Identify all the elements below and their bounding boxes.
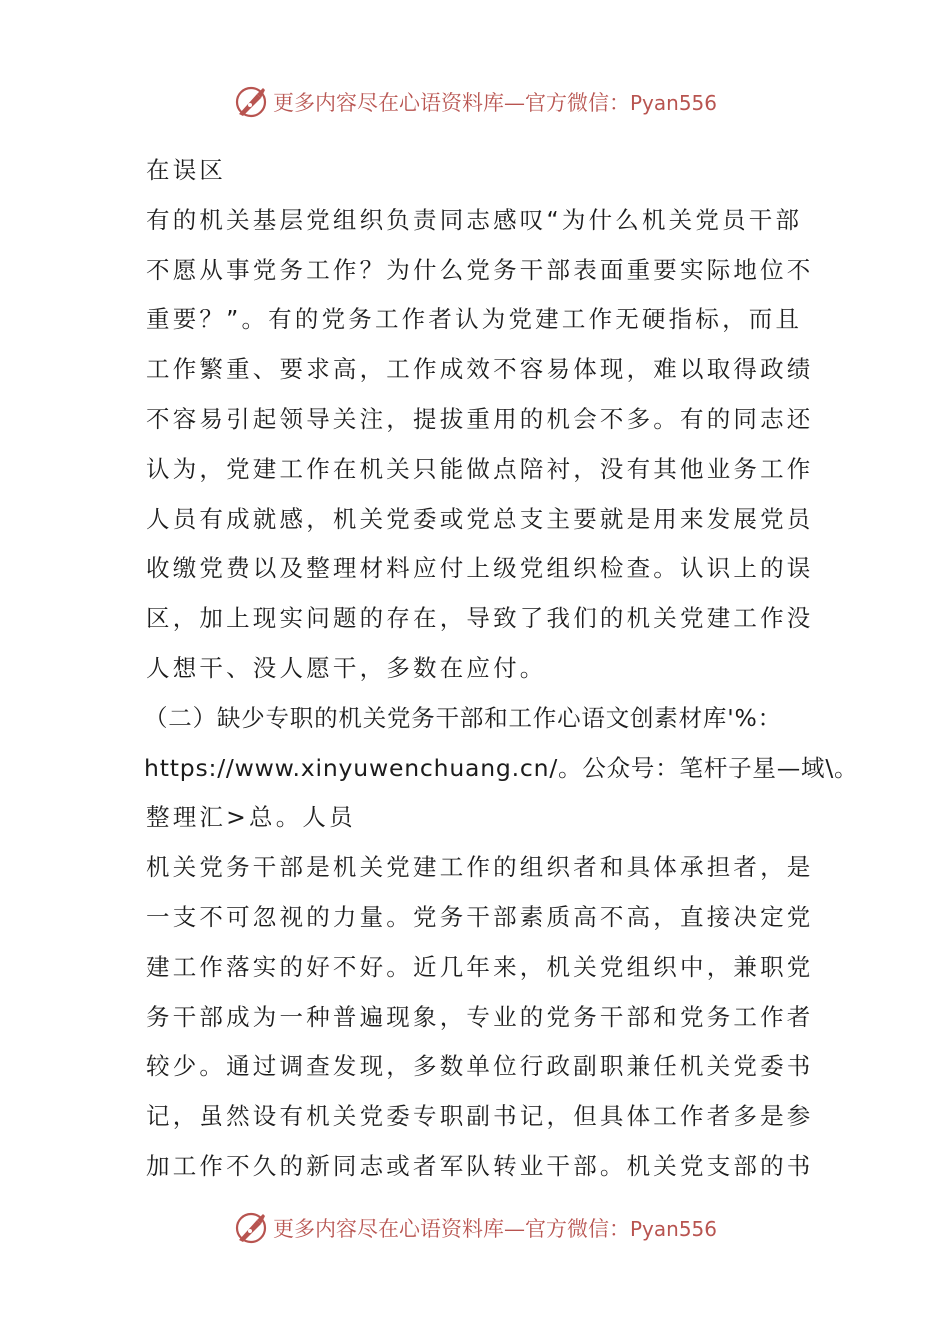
- body-line: 人员有成就感，机关党委或党总支主要就是用来发展党员: [146, 504, 814, 533]
- pen-nib-logo-icon: [233, 84, 269, 120]
- body-line: 人想干、没人愿干，多数在应付。: [146, 653, 547, 682]
- footer-wechat-id: Pyan556: [629, 1217, 717, 1241]
- header-banner: [0, 82, 950, 122]
- body-line: 一支不可忽视的力量。党务干部素质高不高，直接决定党: [146, 902, 814, 931]
- header-banner-inner: [233, 84, 717, 120]
- pen-nib-logo-icon: [233, 1210, 269, 1246]
- header-wechat-id: Pyan556: [629, 91, 717, 115]
- document-body: [144, 146, 859, 1192]
- body-line: 务干部成为一种普遍现象，专业的党务干部和党务工作者: [146, 1002, 814, 1031]
- body-line: 建工作落实的好不好。近几年来，机关党组织中，兼职党: [146, 952, 814, 981]
- body-line: 收缴党费以及整理材料应付上级党组织检查。认识上的误: [146, 554, 814, 583]
- body-line: 不容易引起领导关注，提拔重用的机会不多。有的同志还: [146, 404, 814, 433]
- body-line: 区，加上现实问题的存在，导致了我们的机关党建工作没: [146, 604, 814, 633]
- body-line: 有的机关基层党组织负责同志感叹“为什么机关党员干部: [146, 205, 803, 234]
- body-line: 认为，党建工作在机关只能做点陪衬，没有其他业务工作: [146, 454, 814, 483]
- body-line: 在误区: [146, 156, 227, 184]
- footer-banner-text: 更多内容尽在心语资料库—官方微信：Pyan556: [272, 1217, 717, 1241]
- header-banner-text: 更多内容尽在心语资料库—官方微信：Pyan556: [272, 91, 717, 115]
- footer-banner: [0, 1208, 950, 1248]
- body-line: 加工作不久的新同志或者军队转业干部。机关党支部的书: [146, 1151, 814, 1180]
- body-line: 重要？”。有的党务工作者认为党建工作无硬指标，而且: [146, 305, 803, 334]
- body-line: 不愿从事党务工作？为什么党务干部表面重要实际地位不: [146, 255, 814, 284]
- body-line: 记，虽然设有机关党委专职副书记，但具体工作者多是参: [146, 1102, 814, 1131]
- footer-banner-inner: [233, 1210, 717, 1246]
- body-line: 机关党务干部是机关党建工作的组织者和具体承担者，是: [146, 853, 814, 882]
- body-line: 较少。通过调查发现，多数单位行政副职兼任机关党委书: [146, 1052, 814, 1081]
- source-url-line: https://www.xinyuwenchuang.cn/。公众号：笔杆子星—域\。: [144, 753, 859, 782]
- section-heading: （二）缺少专职的机关党务干部和工作心语文创素材库'%：: [144, 703, 782, 732]
- body-line: 整理汇>总。人员: [146, 803, 356, 832]
- body-line: 工作繁重、要求高，工作成效不容易体现，难以取得政绩: [146, 355, 814, 384]
